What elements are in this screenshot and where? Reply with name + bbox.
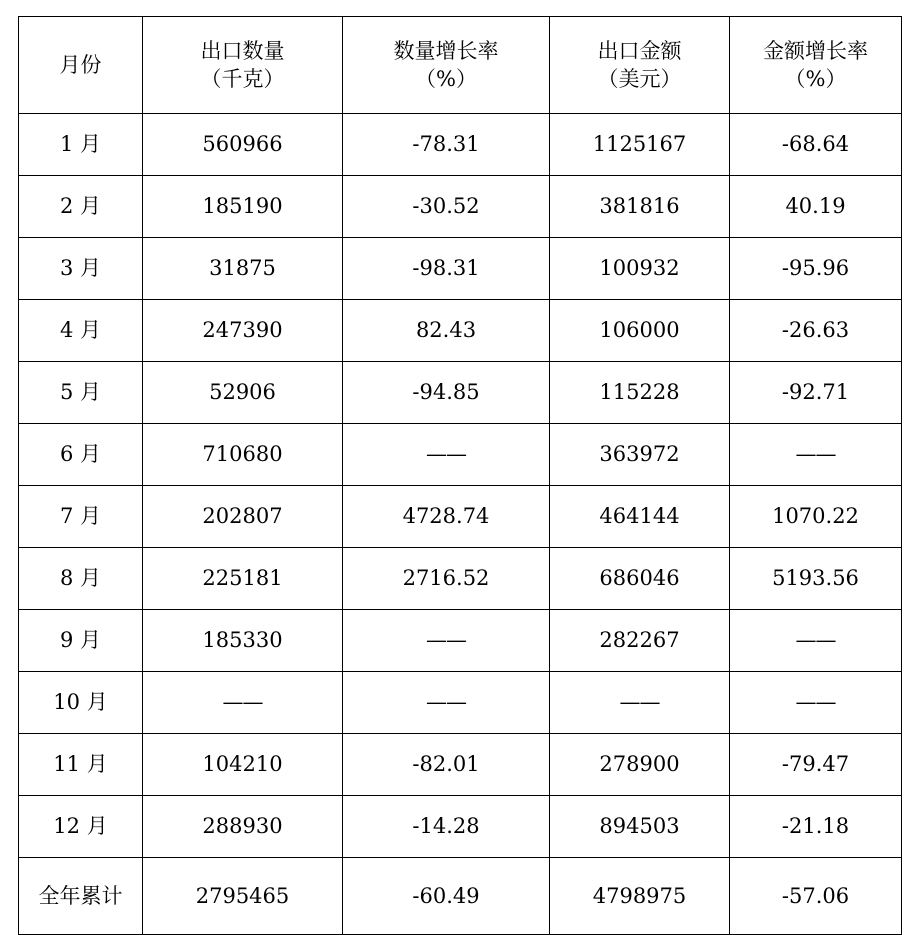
column-header-quantity-growth-line2: （%） xyxy=(415,67,477,91)
cell-quantity-growth: —— xyxy=(343,424,550,486)
column-header-amount-growth-line2: （%） xyxy=(784,67,847,91)
header-row xyxy=(19,17,902,114)
cell-quantity-growth: 4728.74 xyxy=(343,486,550,548)
cell-total-label: 全年累计 xyxy=(19,858,143,935)
column-header-month-line1: 月份 xyxy=(59,52,102,77)
cell-month: 10 月 xyxy=(19,672,143,734)
table-row xyxy=(19,610,902,672)
cell-amount: 363972 xyxy=(550,424,730,486)
cell-month: 2 月 xyxy=(19,176,143,238)
table-row xyxy=(19,238,902,300)
cell-quantity-growth: —— xyxy=(343,672,550,734)
cell-amount-growth: —— xyxy=(730,610,902,672)
cell-amount-growth: -68.64 xyxy=(730,114,902,176)
cell-amount-growth: -79.47 xyxy=(730,734,902,796)
cell-month: 4 月 xyxy=(19,300,143,362)
cell-month: 12 月 xyxy=(19,796,143,858)
export-statistics-table xyxy=(18,16,902,935)
cell-amount: 115228 xyxy=(550,362,730,424)
column-header-export-quantity-line2: （千克） xyxy=(200,67,285,91)
cell-quantity: 710680 xyxy=(143,424,343,486)
cell-month: 9 月 xyxy=(19,610,143,672)
cell-quantity: 104210 xyxy=(143,734,343,796)
column-header-amount-growth-line1: 金额增长率 xyxy=(763,38,868,63)
cell-month: 11 月 xyxy=(19,734,143,796)
cell-amount: 894503 xyxy=(550,796,730,858)
cell-month: 7 月 xyxy=(19,486,143,548)
cell-amount-growth: -21.18 xyxy=(730,796,902,858)
cell-quantity-growth: 2716.52 xyxy=(343,548,550,610)
cell-amount: 1125167 xyxy=(550,114,730,176)
cell-quantity: 185330 xyxy=(143,610,343,672)
cell-total-quantity-growth: -60.49 xyxy=(343,858,550,935)
cell-quantity: 225181 xyxy=(143,548,343,610)
cell-quantity-growth: -98.31 xyxy=(343,238,550,300)
column-header-amount-growth xyxy=(730,17,902,114)
cell-total-quantity: 2795465 xyxy=(143,858,343,935)
cell-total-amount: 4798975 xyxy=(550,858,730,935)
cell-amount-growth: 5193.56 xyxy=(730,548,902,610)
table-body xyxy=(19,114,902,935)
column-header-export-amount xyxy=(550,17,730,114)
cell-amount: 464144 xyxy=(550,486,730,548)
table-row xyxy=(19,424,902,486)
table-header xyxy=(19,17,902,114)
cell-amount-growth: 1070.22 xyxy=(730,486,902,548)
cell-quantity-growth: -78.31 xyxy=(343,114,550,176)
cell-amount-growth: —— xyxy=(730,672,902,734)
cell-amount: 686046 xyxy=(550,548,730,610)
cell-amount: 282267 xyxy=(550,610,730,672)
table-row-total xyxy=(19,858,902,935)
cell-month: 6 月 xyxy=(19,424,143,486)
cell-month: 3 月 xyxy=(19,238,143,300)
cell-amount-growth: 40.19 xyxy=(730,176,902,238)
cell-quantity-growth: -82.01 xyxy=(343,734,550,796)
cell-quantity-growth: -30.52 xyxy=(343,176,550,238)
cell-amount-growth: -26.63 xyxy=(730,300,902,362)
column-header-export-amount-line2: （美元） xyxy=(597,67,682,91)
cell-month: 5 月 xyxy=(19,362,143,424)
cell-quantity-growth: -94.85 xyxy=(343,362,550,424)
column-header-month xyxy=(19,17,143,114)
cell-quantity-growth: -14.28 xyxy=(343,796,550,858)
table-row xyxy=(19,176,902,238)
column-header-export-quantity-line1: 出口数量 xyxy=(200,38,285,63)
cell-quantity-growth: 82.43 xyxy=(343,300,550,362)
column-header-export-quantity xyxy=(143,17,343,114)
table-row xyxy=(19,114,902,176)
cell-month: 1 月 xyxy=(19,114,143,176)
table-row xyxy=(19,362,902,424)
cell-quantity: 31875 xyxy=(143,238,343,300)
column-header-export-amount-line1: 出口金额 xyxy=(597,38,682,63)
cell-quantity: —— xyxy=(143,672,343,734)
cell-month: 8 月 xyxy=(19,548,143,610)
cell-amount: 106000 xyxy=(550,300,730,362)
cell-quantity: 288930 xyxy=(143,796,343,858)
cell-quantity: 52906 xyxy=(143,362,343,424)
table-row xyxy=(19,548,902,610)
cell-amount: 278900 xyxy=(550,734,730,796)
cell-amount-growth: -92.71 xyxy=(730,362,902,424)
cell-quantity: 202807 xyxy=(143,486,343,548)
cell-quantity: 560966 xyxy=(143,114,343,176)
table-row xyxy=(19,300,902,362)
column-header-quantity-growth-line1: 数量增长率 xyxy=(393,38,499,63)
cell-amount: —— xyxy=(550,672,730,734)
cell-quantity: 247390 xyxy=(143,300,343,362)
table-row xyxy=(19,796,902,858)
cell-amount: 381816 xyxy=(550,176,730,238)
cell-amount-growth: -95.96 xyxy=(730,238,902,300)
cell-amount: 100932 xyxy=(550,238,730,300)
table-row xyxy=(19,734,902,796)
cell-amount-growth: —— xyxy=(730,424,902,486)
cell-quantity-growth: —— xyxy=(343,610,550,672)
table-row xyxy=(19,672,902,734)
column-header-quantity-growth xyxy=(343,17,550,114)
table-row xyxy=(19,486,902,548)
cell-total-amount-growth: -57.06 xyxy=(730,858,902,935)
cell-quantity: 185190 xyxy=(143,176,343,238)
